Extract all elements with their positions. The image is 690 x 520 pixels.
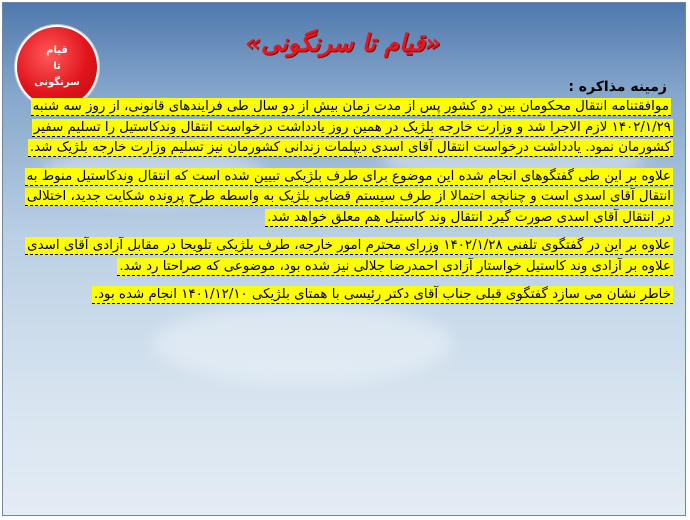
content-body	[19, 97, 673, 314]
badge-line-3: سرنگونی	[34, 77, 80, 88]
section-label: زمینه مذاکره :	[568, 79, 667, 95]
badge-line-2: تا	[53, 61, 61, 72]
paragraph-text: علاوه بر این طی گفتگوهای انجام شده این موضوع برای طرف بلژیکی تبیین شده است که انتقال وندکاستیل منوط به انتقال آقای اسدی است و چنانچه احتمالا از طرف سیستم قضایی بلژیک به واسطه طرح پرونده شکایت جدید، اختلالی در انتقال آقای اسدی صورت گیرد انتقال وند کاستیل هم معلق خواهد شد.	[26, 168, 671, 225]
paragraph-text: خاطر نشان می سازد گفتگوی قبلی جناب آقای دکتر رئیسی با همتای بلژیکی ۱۴۰۱/۱۲/۱۰ انجام شده بود.	[93, 287, 671, 302]
cloud-decoration	[153, 303, 453, 383]
paragraph	[19, 236, 673, 277]
paragraph-text: علاوه بر این در گفتگوی تلفنی ۱۴۰۲/۱/۲۸ وزرای محترم امور خارجه، طرف بلژیکی تلویحا در مقابل آزادی آقای اسدی علاوه بر آزادی وند کاستیل خواستار آزادی احمدرضا جلالی نیز شده بود، موضوعی که صراحتا رد شد.	[27, 238, 671, 274]
paragraph	[19, 167, 673, 229]
badge-line-1: قیام	[46, 45, 68, 56]
slide	[2, 2, 686, 516]
paragraph	[19, 285, 673, 306]
paragraph	[19, 97, 673, 159]
slide-title: «قیام تا سرنگونی»	[245, 29, 441, 57]
paragraph-text: موافقتنامه انتقال محکومان بین دو کشور پس از مدت زمان بیش از دو سال طی فرایندهای قانونی، از روز سه شنبه ۱۴۰۲/۱/۲۹ لازم الاجرا شد و وزارت خارجه بلژیک در همین روز یادداشت درخواست انتقال وندکاستیل را تسلیم سفیر کشورمان نمود. یادداشت درخواست انتقال آقای اسدی دیپلمات زندانی کشورمان نیز تسلیم وزارت خارجه بلژیک شد.	[29, 99, 671, 155]
